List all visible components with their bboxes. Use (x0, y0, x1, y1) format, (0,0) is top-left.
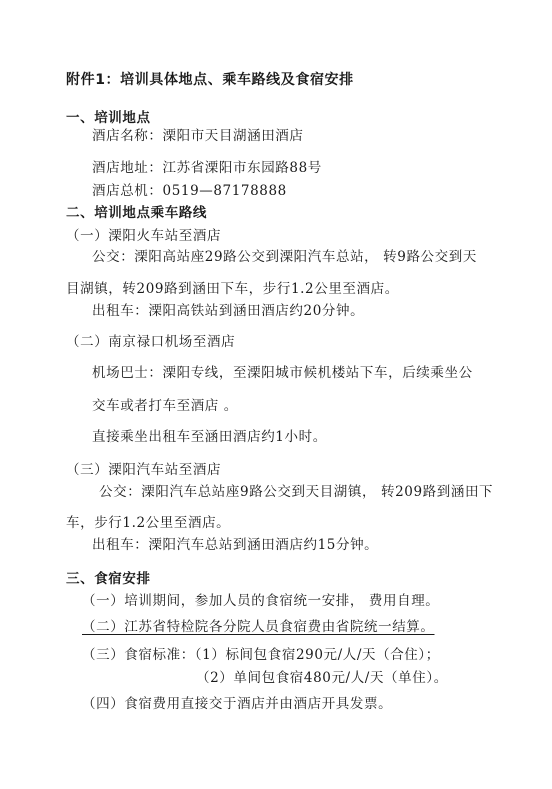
route-2-bus: 机场巴士：溧阳专线，至溧阳城市候机楼站下车，后续乘坐公 (92, 365, 473, 381)
section-heading-lodging: 三、食宿安排 (66, 571, 151, 587)
lodging-item-4: （四）食宿费用直接交于酒店并由酒店开具发票。 (82, 696, 393, 712)
route-3-bus-cont: 车，步行1.2公里至酒店。 (66, 515, 231, 531)
route-3-bus: 公交：溧阳汽车总站座9路公交到天目湖镇， 转209路到涵田下 (99, 484, 494, 500)
hotel-address: 酒店地址：江苏省溧阳市东园路88号 (92, 160, 322, 176)
route-1-bus-cont: 目湖镇，转209路到涵田下车，步行1.2公里至酒店。 (66, 281, 399, 297)
section-heading-location: 一、培训地点 (66, 110, 151, 126)
lodging-item-3: （三）食宿标准：（1）标间包食宿290元/人/天（合住）； (82, 647, 440, 663)
route-2-label: （二）南京禄口机场至酒店 (66, 334, 236, 350)
route-3-label: （三）溧阳汽车站至酒店 (66, 462, 222, 478)
route-3-taxi: 出租车：溧阳汽车总站到涵田酒店约15分钟。 (92, 537, 379, 553)
hotel-name: 酒店名称：溧阳市天目湖涵田酒店 (92, 128, 304, 144)
page-title: 附件1：培训具体地点、乘车路线及食宿安排 (66, 72, 354, 88)
lodging-item-1: （一）培训期间，参加人员的食宿统一安排， 费用自理。 (82, 593, 440, 609)
hotel-phone: 酒店总机：0519—87178888 (92, 183, 287, 199)
route-1-label: （一）溧阳火车站至酒店 (66, 228, 222, 244)
lodging-item-2: （二）江苏省特检院各分院人员食宿费由省院统一结算。 (82, 619, 435, 635)
route-1-bus: 公交：溧阳高站座29路公交到溧阳汽车总站， 转9路公交到天 (92, 249, 477, 265)
route-2-taxi: 直接乘坐出租车至涵田酒店约1小时。 (92, 429, 327, 445)
section-heading-routes: 二、培训地点乘车路线 (66, 205, 207, 221)
route-1-taxi: 出租车：溧阳高铁站到涵田酒店约20分钟。 (92, 303, 365, 319)
lodging-item-3-cont: （2）单间包食宿480元/人/天（单住）。 (196, 670, 448, 686)
route-2-bus-cont: 交车或者打车至酒店 。 (92, 398, 238, 414)
